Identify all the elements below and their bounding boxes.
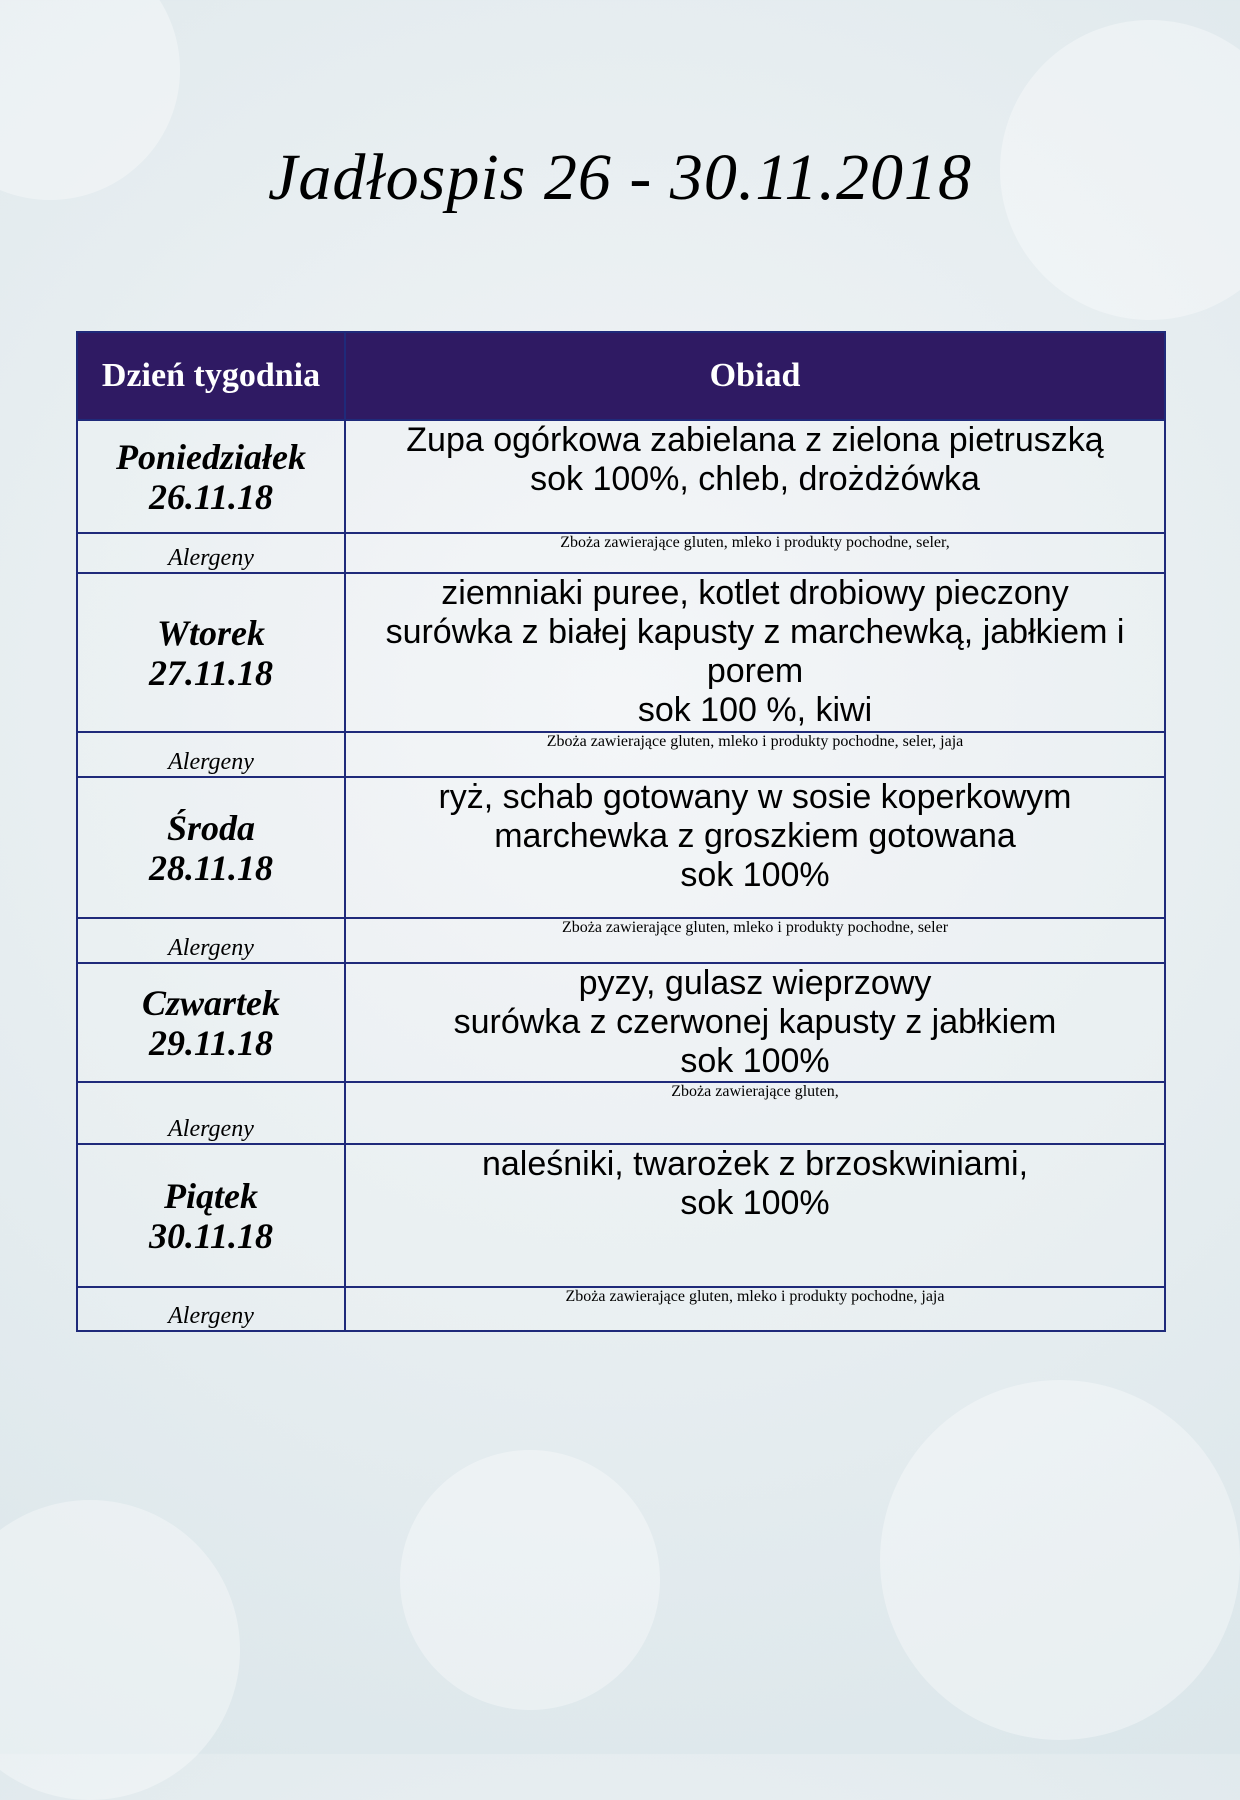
day-date: 29.11.18 xyxy=(148,1022,273,1063)
day-name: Środa xyxy=(166,807,256,848)
meal-line: sok 100% xyxy=(680,856,830,894)
meal-line: sok 100% xyxy=(680,1042,830,1080)
table-row xyxy=(77,777,1165,918)
allergens-label: Alergeny xyxy=(77,533,345,573)
meal-line: ziemniaki puree, kotlet drobiowy pieczony xyxy=(441,574,1069,612)
allergens-row xyxy=(77,1287,1165,1331)
header-meal: Obiad xyxy=(345,332,1165,420)
meal-cell xyxy=(345,777,1165,918)
allergens-row xyxy=(77,732,1165,777)
allergens-label: Alergeny xyxy=(77,732,345,777)
allergens-text: Zboża zawierające gluten, mleko i produkty pochodne, seler, jaja xyxy=(345,732,1165,777)
day-date: 26.11.18 xyxy=(148,476,273,517)
day-name: Wtorek xyxy=(157,612,265,653)
meal-line: sok 100 %, kiwi xyxy=(637,691,873,729)
meal-line: surówka z czerwonej kapusty z jabłkiem xyxy=(453,1003,1057,1041)
day-cell xyxy=(77,420,345,533)
day-cell xyxy=(77,1144,345,1287)
meal-line: surówka z białej kapusty z marchewką, jabłkiem i porem xyxy=(385,613,1125,690)
table-row xyxy=(77,1144,1165,1287)
meal-line: ryż, schab gotowany w sosie koperkowym xyxy=(438,778,1072,816)
table-header-row xyxy=(77,332,1165,420)
meal-line: sok 100%, chleb, drożdżówka xyxy=(530,460,980,498)
table-row xyxy=(77,573,1165,732)
day-cell xyxy=(77,777,345,918)
table-row xyxy=(77,963,1165,1082)
header-day: Dzień tygodnia xyxy=(77,332,345,420)
allergens-label: Alergeny xyxy=(77,918,345,963)
meal-cell xyxy=(345,420,1165,533)
day-name: Czwartek xyxy=(141,982,281,1023)
allergens-label: Alergeny xyxy=(77,1287,345,1331)
meal-line: Zupa ogórkowa zabielana z zielona pietruszką xyxy=(406,421,1104,459)
meal-cell xyxy=(345,963,1165,1082)
meal-cell xyxy=(345,573,1165,732)
allergens-row xyxy=(77,918,1165,963)
day-cell xyxy=(77,573,345,732)
meal-line: sok 100% xyxy=(680,1184,830,1222)
day-name: Poniedziałek xyxy=(116,436,306,477)
allergens-text: Zboża zawierające gluten, mleko i produkty pochodne, seler xyxy=(345,918,1165,963)
menu-table xyxy=(76,331,1166,1332)
allergens-label: Alergeny xyxy=(77,1082,345,1144)
meal-line: pyzy, gulasz wieprzowy xyxy=(578,964,932,1002)
meal-line: naleśniki, twarożek z brzoskwiniami, xyxy=(481,1145,1029,1183)
day-date: 27.11.18 xyxy=(148,652,273,693)
page-title: Jadłospis 26 - 30.11.2018 xyxy=(268,141,972,214)
allergens-row xyxy=(77,1082,1165,1144)
allergens-text: Zboża zawierające gluten, xyxy=(345,1082,1165,1144)
allergens-text: Zboża zawierające gluten, mleko i produkty pochodne, seler, xyxy=(345,533,1165,573)
meal-line: marchewka z groszkiem gotowana xyxy=(494,817,1016,855)
day-cell xyxy=(77,963,345,1082)
day-name: Piątek xyxy=(164,1175,258,1216)
table-row xyxy=(77,420,1165,533)
allergens-row xyxy=(77,533,1165,573)
day-date: 28.11.18 xyxy=(148,847,273,888)
meal-cell xyxy=(345,1144,1165,1287)
allergens-text: Zboża zawierające gluten, mleko i produkty pochodne, jaja xyxy=(345,1287,1165,1331)
day-date: 30.11.18 xyxy=(148,1215,273,1256)
